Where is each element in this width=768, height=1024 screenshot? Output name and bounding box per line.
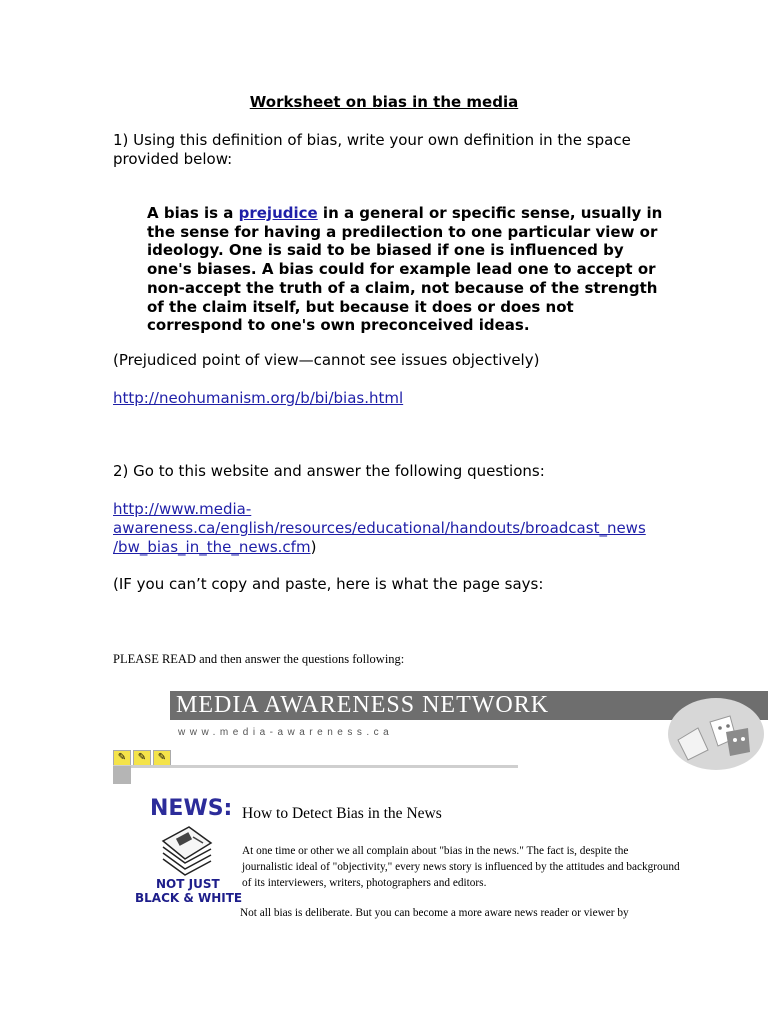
bias-definition-quote xyxy=(147,204,667,335)
copy-paste-note: (IF you can’t copy and paste, here is what the page says: xyxy=(113,575,544,593)
pencil-icon: ✎ xyxy=(113,750,131,766)
grey-block xyxy=(113,766,131,784)
url-line-2: awareness.ca/english/resources/educational/handouts/broadcast_news xyxy=(113,519,646,537)
newspaper-stack-icon xyxy=(157,821,217,877)
paraphrase-note: (Prejudiced point of view—cannot see issues objectively) xyxy=(113,351,540,369)
prejudice-link[interactable]: prejudice xyxy=(238,204,318,222)
rating-icons xyxy=(113,750,171,766)
divider-line xyxy=(113,765,518,768)
url-line-3: /bw_bias_in_the_news.cfm xyxy=(113,538,311,556)
media-awareness-banner: MEDIA AWARENESS NETWORK xyxy=(170,691,768,720)
news-not-just-black-white-logo xyxy=(135,796,245,905)
neohumanism-link[interactable]: http://neohumanism.org/b/bi/bias.html xyxy=(113,389,404,407)
url-line-1: http://www.media- xyxy=(113,500,252,518)
pencil-icon: ✎ xyxy=(153,750,171,766)
news-logo-word: NEWS: xyxy=(150,796,233,821)
logo-black-white: BLACK & WHITE xyxy=(135,891,243,905)
quote-text-end: in a general or specific sense, usually in the sense for having a predilection to one particular view or ideology. One is said to be biased if one is influenced by one's biases. A bias could for example lead one to accept or non-accept the truth of a claim, not because of the strength of the claim itself, but because it does or does not correspond to one's own preconceived ideas. xyxy=(147,204,663,335)
question-1: 1) Using this definition of bias, write your own definition in the space provided below: xyxy=(113,131,631,168)
media-awareness-link[interactable] xyxy=(113,500,646,556)
masks-logo-icon xyxy=(668,698,764,770)
question-2: 2) Go to this website and answer the following questions: xyxy=(113,462,545,480)
article-paragraph-1: At one time or other we all complain about "bias in the news." The fact is, despite the journalistic ideal of "objectivity," every news story is influenced by the attitudes and background of its interviewers, writers, photographers and editors. xyxy=(242,845,680,889)
worksheet-title: Worksheet on bias in the media xyxy=(249,93,519,111)
article-title: How to Detect Bias in the News xyxy=(242,805,442,822)
banner-url-text: www.media-awareness.ca xyxy=(178,727,394,738)
url-closing-paren: ) xyxy=(310,538,317,556)
article-paragraph-2: Not all bias is deliberate. But you can become a more aware news reader or viewer by xyxy=(240,907,629,919)
logo-not-just: NOT JUST xyxy=(156,877,220,891)
please-read-note: PLEASE READ and then answer the questions following: xyxy=(113,652,405,666)
pencil-icon: ✎ xyxy=(133,750,151,766)
media-awareness-url-block xyxy=(113,500,713,557)
quote-text-start: A bias is a xyxy=(147,204,239,222)
